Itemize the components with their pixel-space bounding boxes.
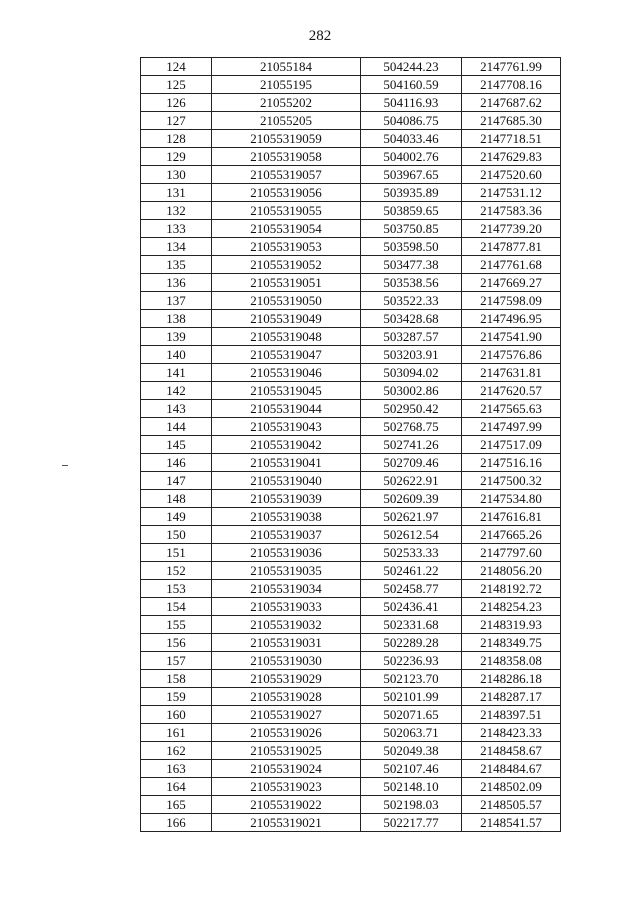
row-number-cell: 145 xyxy=(141,436,212,454)
y-coordinate-cell: 2147531.12 xyxy=(462,184,561,202)
table-row xyxy=(141,346,561,364)
y-coordinate-cell: 2147565.63 xyxy=(462,400,561,418)
point-id-cell: 21055319046 xyxy=(212,364,361,382)
point-id-cell: 21055319053 xyxy=(212,238,361,256)
y-coordinate-cell: 2147739.20 xyxy=(462,220,561,238)
point-id-cell: 21055319044 xyxy=(212,400,361,418)
y-coordinate-cell: 2147665.26 xyxy=(462,526,561,544)
table-row xyxy=(141,652,561,670)
x-coordinate-cell: 504086.75 xyxy=(361,112,462,130)
y-coordinate-cell: 2147761.68 xyxy=(462,256,561,274)
table-row xyxy=(141,364,561,382)
coordinates-table xyxy=(140,57,561,832)
x-coordinate-cell: 502217.77 xyxy=(361,814,462,832)
x-coordinate-cell: 502533.33 xyxy=(361,544,462,562)
x-coordinate-cell: 502107.46 xyxy=(361,760,462,778)
x-coordinate-cell: 502741.26 xyxy=(361,436,462,454)
y-coordinate-cell: 2147500.32 xyxy=(462,472,561,490)
y-coordinate-cell: 2147583.36 xyxy=(462,202,561,220)
table-row xyxy=(141,166,561,184)
x-coordinate-cell: 503598.50 xyxy=(361,238,462,256)
x-coordinate-cell: 502101.99 xyxy=(361,688,462,706)
point-id-cell: 21055319030 xyxy=(212,652,361,670)
row-number-cell: 125 xyxy=(141,76,212,94)
row-number-cell: 148 xyxy=(141,490,212,508)
point-id-cell: 21055319036 xyxy=(212,544,361,562)
point-id-cell: 21055319039 xyxy=(212,490,361,508)
table-row xyxy=(141,706,561,724)
table-row xyxy=(141,616,561,634)
y-coordinate-cell: 2147497.99 xyxy=(462,418,561,436)
y-coordinate-cell: 2148319.93 xyxy=(462,616,561,634)
point-id-cell: 21055319047 xyxy=(212,346,361,364)
row-number-cell: 162 xyxy=(141,742,212,760)
y-coordinate-cell: 2147685.30 xyxy=(462,112,561,130)
x-coordinate-cell: 502289.28 xyxy=(361,634,462,652)
row-number-cell: 124 xyxy=(141,58,212,76)
row-number-cell: 134 xyxy=(141,238,212,256)
row-number-cell: 130 xyxy=(141,166,212,184)
x-coordinate-cell: 503967.65 xyxy=(361,166,462,184)
table-row xyxy=(141,148,561,166)
point-id-cell: 21055195 xyxy=(212,76,361,94)
point-id-cell: 21055319033 xyxy=(212,598,361,616)
x-coordinate-cell: 504116.93 xyxy=(361,94,462,112)
y-coordinate-cell: 2148505.57 xyxy=(462,796,561,814)
table-row xyxy=(141,688,561,706)
y-coordinate-cell: 2147541.90 xyxy=(462,328,561,346)
table-row xyxy=(141,742,561,760)
x-coordinate-cell: 502458.77 xyxy=(361,580,462,598)
row-number-cell: 128 xyxy=(141,130,212,148)
point-id-cell: 21055319023 xyxy=(212,778,361,796)
point-id-cell: 21055184 xyxy=(212,58,361,76)
table-row xyxy=(141,526,561,544)
row-number-cell: 149 xyxy=(141,508,212,526)
table-row xyxy=(141,184,561,202)
x-coordinate-cell: 502461.22 xyxy=(361,562,462,580)
y-coordinate-cell: 2147669.27 xyxy=(462,274,561,292)
point-id-cell: 21055319024 xyxy=(212,760,361,778)
point-id-cell: 21055319038 xyxy=(212,508,361,526)
y-coordinate-cell: 2148484.67 xyxy=(462,760,561,778)
row-number-cell: 150 xyxy=(141,526,212,544)
table-row xyxy=(141,76,561,94)
y-coordinate-cell: 2147877.81 xyxy=(462,238,561,256)
table-row xyxy=(141,562,561,580)
x-coordinate-cell: 502063.71 xyxy=(361,724,462,742)
row-number-cell: 151 xyxy=(141,544,212,562)
row-number-cell: 133 xyxy=(141,220,212,238)
row-number-cell: 139 xyxy=(141,328,212,346)
table-row xyxy=(141,634,561,652)
row-number-cell: 126 xyxy=(141,94,212,112)
y-coordinate-cell: 2147761.99 xyxy=(462,58,561,76)
point-id-cell: 21055319032 xyxy=(212,616,361,634)
x-coordinate-cell: 502621.97 xyxy=(361,508,462,526)
row-number-cell: 146 xyxy=(141,454,212,472)
row-number-cell: 137 xyxy=(141,292,212,310)
row-number-cell: 158 xyxy=(141,670,212,688)
table-row xyxy=(141,292,561,310)
x-coordinate-cell: 503428.68 xyxy=(361,310,462,328)
x-coordinate-cell: 503203.91 xyxy=(361,346,462,364)
row-number-cell: 144 xyxy=(141,418,212,436)
y-coordinate-cell: 2148254.23 xyxy=(462,598,561,616)
y-coordinate-cell: 2148423.33 xyxy=(462,724,561,742)
x-coordinate-cell: 503002.86 xyxy=(361,382,462,400)
x-coordinate-cell: 502071.65 xyxy=(361,706,462,724)
y-coordinate-cell: 2147534.80 xyxy=(462,490,561,508)
table-row xyxy=(141,760,561,778)
row-number-cell: 152 xyxy=(141,562,212,580)
table-row xyxy=(141,472,561,490)
table-row xyxy=(141,202,561,220)
point-id-cell: 21055319042 xyxy=(212,436,361,454)
table-row xyxy=(141,814,561,832)
x-coordinate-cell: 502123.70 xyxy=(361,670,462,688)
y-coordinate-cell: 2147687.62 xyxy=(462,94,561,112)
x-coordinate-cell: 503522.33 xyxy=(361,292,462,310)
y-coordinate-cell: 2148397.51 xyxy=(462,706,561,724)
row-number-cell: 155 xyxy=(141,616,212,634)
x-coordinate-cell: 503538.56 xyxy=(361,274,462,292)
table-row xyxy=(141,94,561,112)
y-coordinate-cell: 2148541.57 xyxy=(462,814,561,832)
y-coordinate-cell: 2148502.09 xyxy=(462,778,561,796)
x-coordinate-cell: 502622.91 xyxy=(361,472,462,490)
point-id-cell: 21055319025 xyxy=(212,742,361,760)
point-id-cell: 21055319048 xyxy=(212,328,361,346)
point-id-cell: 21055319034 xyxy=(212,580,361,598)
point-id-cell: 21055319058 xyxy=(212,148,361,166)
row-number-cell: 141 xyxy=(141,364,212,382)
point-id-cell: 21055319051 xyxy=(212,274,361,292)
row-number-cell: 127 xyxy=(141,112,212,130)
row-number-cell: 136 xyxy=(141,274,212,292)
table-row xyxy=(141,328,561,346)
table-row xyxy=(141,544,561,562)
x-coordinate-cell: 502148.10 xyxy=(361,778,462,796)
table-body xyxy=(141,58,561,832)
table-row xyxy=(141,382,561,400)
y-coordinate-cell: 2147620.57 xyxy=(462,382,561,400)
point-id-cell: 21055319049 xyxy=(212,310,361,328)
table-row xyxy=(141,508,561,526)
table-row xyxy=(141,490,561,508)
y-coordinate-cell: 2147598.09 xyxy=(462,292,561,310)
y-coordinate-cell: 2147718.51 xyxy=(462,130,561,148)
row-number-cell: 164 xyxy=(141,778,212,796)
point-id-cell: 21055319027 xyxy=(212,706,361,724)
y-coordinate-cell: 2147520.60 xyxy=(462,166,561,184)
row-number-cell: 163 xyxy=(141,760,212,778)
point-id-cell: 21055319055 xyxy=(212,202,361,220)
table-row xyxy=(141,598,561,616)
x-coordinate-cell: 502198.03 xyxy=(361,796,462,814)
row-number-cell: 165 xyxy=(141,796,212,814)
y-coordinate-cell: 2148358.08 xyxy=(462,652,561,670)
table-row xyxy=(141,220,561,238)
row-number-cell: 138 xyxy=(141,310,212,328)
point-id-cell: 21055319043 xyxy=(212,418,361,436)
point-id-cell: 21055202 xyxy=(212,94,361,112)
x-coordinate-cell: 502709.46 xyxy=(361,454,462,472)
y-coordinate-cell: 2147517.09 xyxy=(462,436,561,454)
x-coordinate-cell: 502768.75 xyxy=(361,418,462,436)
table-row xyxy=(141,58,561,76)
point-id-cell: 21055319022 xyxy=(212,796,361,814)
x-coordinate-cell: 502236.93 xyxy=(361,652,462,670)
point-id-cell: 21055319059 xyxy=(212,130,361,148)
point-id-cell: 21055319037 xyxy=(212,526,361,544)
y-coordinate-cell: 2147708.16 xyxy=(462,76,561,94)
table-row xyxy=(141,238,561,256)
table-row xyxy=(141,310,561,328)
point-id-cell: 21055319035 xyxy=(212,562,361,580)
point-id-cell: 21055319031 xyxy=(212,634,361,652)
row-number-cell: 131 xyxy=(141,184,212,202)
y-coordinate-cell: 2148192.72 xyxy=(462,580,561,598)
y-coordinate-cell: 2147516.16 xyxy=(462,454,561,472)
table-row xyxy=(141,112,561,130)
page-number: 282 xyxy=(308,28,332,44)
point-id-cell: 21055319029 xyxy=(212,670,361,688)
point-id-cell: 21055319045 xyxy=(212,382,361,400)
point-id-cell: 21055319040 xyxy=(212,472,361,490)
point-id-cell: 21055319052 xyxy=(212,256,361,274)
row-number-cell: 132 xyxy=(141,202,212,220)
y-coordinate-cell: 2148286.18 xyxy=(462,670,561,688)
x-coordinate-cell: 502436.41 xyxy=(361,598,462,616)
point-id-cell: 21055319056 xyxy=(212,184,361,202)
x-coordinate-cell: 503935.89 xyxy=(361,184,462,202)
row-number-cell: 153 xyxy=(141,580,212,598)
y-coordinate-cell: 2148056.20 xyxy=(462,562,561,580)
point-id-cell: 21055319028 xyxy=(212,688,361,706)
y-coordinate-cell: 2147576.86 xyxy=(462,346,561,364)
row-number-cell: 147 xyxy=(141,472,212,490)
row-number-cell: 129 xyxy=(141,148,212,166)
y-coordinate-cell: 2147631.81 xyxy=(462,364,561,382)
x-coordinate-cell: 504002.76 xyxy=(361,148,462,166)
point-id-cell: 21055319050 xyxy=(212,292,361,310)
y-coordinate-cell: 2148458.67 xyxy=(462,742,561,760)
table-row xyxy=(141,256,561,274)
point-id-cell: 21055205 xyxy=(212,112,361,130)
x-coordinate-cell: 502609.39 xyxy=(361,490,462,508)
row-number-cell: 157 xyxy=(141,652,212,670)
y-coordinate-cell: 2148349.75 xyxy=(462,634,561,652)
table-row xyxy=(141,670,561,688)
y-coordinate-cell: 2148287.17 xyxy=(462,688,561,706)
x-coordinate-cell: 502950.42 xyxy=(361,400,462,418)
y-coordinate-cell: 2147496.95 xyxy=(462,310,561,328)
point-id-cell: 21055319026 xyxy=(212,724,361,742)
row-number-cell: 142 xyxy=(141,382,212,400)
row-number-cell: 135 xyxy=(141,256,212,274)
y-coordinate-cell: 2147629.83 xyxy=(462,148,561,166)
row-number-cell: 160 xyxy=(141,706,212,724)
point-id-cell: 21055319041 xyxy=(212,454,361,472)
point-id-cell: 21055319057 xyxy=(212,166,361,184)
point-id-cell: 21055319054 xyxy=(212,220,361,238)
point-id-cell: 21055319021 xyxy=(212,814,361,832)
row-number-cell: 159 xyxy=(141,688,212,706)
row-number-cell: 154 xyxy=(141,598,212,616)
x-coordinate-cell: 503477.38 xyxy=(361,256,462,274)
table-row xyxy=(141,418,561,436)
x-coordinate-cell: 502049.38 xyxy=(361,742,462,760)
row-number-cell: 156 xyxy=(141,634,212,652)
x-coordinate-cell: 504160.59 xyxy=(361,76,462,94)
row-number-cell: 140 xyxy=(141,346,212,364)
x-coordinate-cell: 504244.23 xyxy=(361,58,462,76)
stray-mark xyxy=(62,465,68,466)
table-row xyxy=(141,778,561,796)
row-number-cell: 161 xyxy=(141,724,212,742)
x-coordinate-cell: 503287.57 xyxy=(361,328,462,346)
x-coordinate-cell: 502612.54 xyxy=(361,526,462,544)
x-coordinate-cell: 504033.46 xyxy=(361,130,462,148)
x-coordinate-cell: 503750.85 xyxy=(361,220,462,238)
table-row xyxy=(141,436,561,454)
x-coordinate-cell: 503094.02 xyxy=(361,364,462,382)
row-number-cell: 166 xyxy=(141,814,212,832)
table-row xyxy=(141,724,561,742)
row-number-cell: 143 xyxy=(141,400,212,418)
table-row xyxy=(141,454,561,472)
table-row xyxy=(141,400,561,418)
table-row xyxy=(141,130,561,148)
y-coordinate-cell: 2147616.81 xyxy=(462,508,561,526)
table-row xyxy=(141,580,561,598)
x-coordinate-cell: 503859.65 xyxy=(361,202,462,220)
table-row xyxy=(141,796,561,814)
y-coordinate-cell: 2147797.60 xyxy=(462,544,561,562)
x-coordinate-cell: 502331.68 xyxy=(361,616,462,634)
table-row xyxy=(141,274,561,292)
